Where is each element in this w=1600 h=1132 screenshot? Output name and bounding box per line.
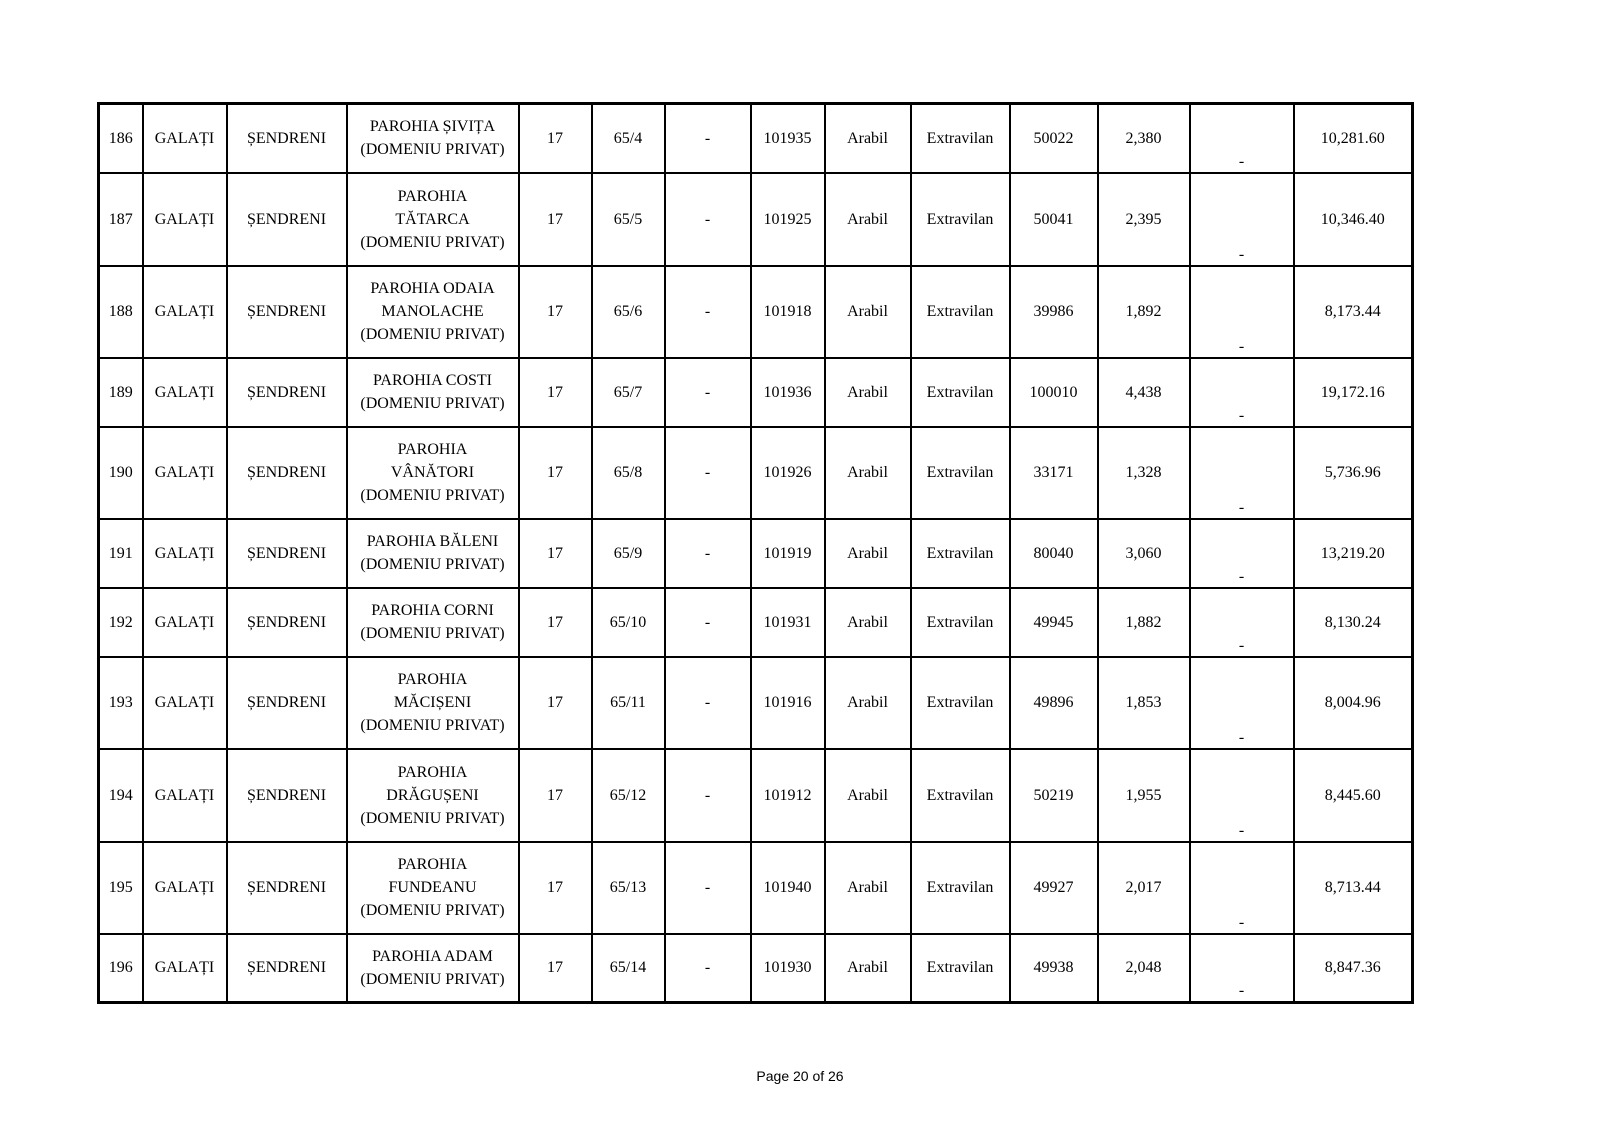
use-category-cell: Arabil [825,842,911,934]
zone-cell: Extravilan [911,934,1010,1003]
owner-line: DRĂGUȘENI [386,786,479,804]
cadastral-number-cell: 101936 [751,358,825,427]
area-cell: 50022 [1010,104,1098,173]
owner-line: FUNDEANU [388,879,477,896]
use-category-cell: Arabil [825,104,911,173]
dash-text: - [1238,152,1245,170]
owner-line: (DOMENIU PRIVAT) [360,717,505,734]
dash-text: - [1238,821,1245,839]
owner-line: PAROHIA ADAM [372,947,493,965]
use-category-cell: Arabil [825,934,911,1003]
use-category-cell: Arabil [825,657,911,749]
use-category-cell: Arabil [825,519,911,588]
dash-text: - [1238,728,1245,746]
zone-cell: Extravilan [911,657,1010,749]
parcel-cell: 65/10 [592,588,665,657]
row-number-cell: 187 [99,173,143,266]
county-cell: GALAȚI [143,588,227,657]
dash-cell: - [665,104,751,173]
area-cell: 49938 [1010,934,1098,1003]
dash-secondary-cell [1190,842,1294,934]
total-cell: 13,219.20 [1294,519,1413,588]
dash-secondary-cell [1190,519,1294,588]
area-cell: 80040 [1010,519,1098,588]
table-row [99,173,1413,266]
tarla-cell: 17 [519,588,592,657]
area-cell: 100010 [1010,358,1098,427]
owner-line: PAROHIA [397,671,468,688]
dash-cell: - [665,519,751,588]
table-row [99,104,1413,173]
county-cell: GALAȚI [143,427,227,519]
locality-cell: ȘENDRENI [227,519,347,588]
cadastral-number-cell: 101912 [751,749,825,842]
owner-line: PAROHIA [397,763,468,781]
total-cell: 8,847.36 [1294,934,1413,1003]
cadastral-number-cell: 101930 [751,934,825,1003]
row-number-cell: 189 [99,358,143,427]
dash-secondary-cell [1190,173,1294,266]
tarla-cell: 17 [519,358,592,427]
owner-line: (DOMENIU PRIVAT) [360,556,505,573]
county-cell: GALAȚI [143,934,227,1003]
dash-cell: - [665,657,751,749]
owner-line: (DOMENIU PRIVAT) [360,625,505,642]
owner-cell [347,588,519,657]
dash-secondary-cell [1190,749,1294,842]
zone-cell: Extravilan [911,266,1010,358]
locality-cell: ȘENDRENI [227,934,347,1003]
row-number-cell: 195 [99,842,143,934]
locality-cell: ȘENDRENI [227,173,347,266]
owner-cell [347,749,519,842]
row-number-cell: 191 [99,519,143,588]
total-cell: 8,173.44 [1294,266,1413,358]
tarla-cell: 17 [519,934,592,1003]
cadastral-number-cell: 101916 [751,657,825,749]
cadastral-number-cell: 101940 [751,842,825,934]
value-cell: 1,328 [1098,427,1190,519]
dash-cell: - [665,934,751,1003]
dash-text: - [1238,636,1245,654]
dash-text: - [1238,337,1245,355]
owner-cell [347,657,519,749]
dash-secondary-cell [1190,657,1294,749]
county-cell: GALAȚI [143,519,227,588]
parcel-cell: 65/12 [592,749,665,842]
locality-cell: ȘENDRENI [227,266,347,358]
total-cell: 19,172.16 [1294,358,1413,427]
locality-cell: ȘENDRENI [227,427,347,519]
dash-text: - [1238,406,1245,424]
owner-line: (DOMENIU PRIVAT) [360,395,505,412]
total-cell: 8,130.24 [1294,588,1413,657]
use-category-cell: Arabil [825,266,911,358]
value-cell: 1,892 [1098,266,1190,358]
owner-line: PAROHIA ODAIA [370,280,495,297]
cadastral-number-cell: 101926 [751,427,825,519]
locality-cell: ȘENDRENI [227,104,347,173]
tarla-cell: 17 [519,842,592,934]
owner-line: PAROHIA BĂLENI [366,533,499,550]
value-cell: 2,048 [1098,934,1190,1003]
cadastral-number-cell: 101919 [751,519,825,588]
county-cell: GALAȚI [143,104,227,173]
zone-cell: Extravilan [911,749,1010,842]
dash-secondary-cell [1190,934,1294,1003]
dash-text: - [1238,567,1245,585]
value-cell: 1,853 [1098,657,1190,749]
parcel-cell: 65/5 [592,173,665,266]
owner-line: PAROHIA COSTI [373,372,492,389]
dash-cell: - [665,358,751,427]
cadastral-number-cell: 101918 [751,266,825,358]
area-cell: 39986 [1010,266,1098,358]
table-row [99,749,1413,842]
total-cell: 8,004.96 [1294,657,1413,749]
use-category-cell: Arabil [825,588,911,657]
zone-cell: Extravilan [911,358,1010,427]
use-category-cell: Arabil [825,173,911,266]
parcel-cell: 65/13 [592,842,665,934]
dash-cell: - [665,427,751,519]
owner-line: PAROHIA ȘIVIȚA [369,118,496,136]
county-cell: GALAȚI [143,266,227,358]
owner-line: PAROHIA [397,856,468,873]
parcel-cell: 65/7 [592,358,665,427]
zone-cell: Extravilan [911,104,1010,173]
owner-line: PAROHIA CORNI [371,602,494,619]
dash-cell: - [665,842,751,934]
total-cell: 8,445.60 [1294,749,1413,842]
value-cell: 2,380 [1098,104,1190,173]
owner-cell [347,358,519,427]
table-row [99,519,1413,588]
tarla-cell: 17 [519,104,592,173]
tarla-cell: 17 [519,427,592,519]
owner-cell [347,842,519,934]
owner-line: MANOLACHE [381,303,484,320]
row-number-cell: 190 [99,427,143,519]
owner-cell [347,519,519,588]
parcel-cell: 65/9 [592,519,665,588]
owner-cell [347,104,519,173]
row-number-cell: 196 [99,934,143,1003]
total-cell: 8,713.44 [1294,842,1413,934]
county-cell: GALAȚI [143,842,227,934]
parcel-cell: 65/6 [592,266,665,358]
tarla-cell: 17 [519,657,592,749]
zone-cell: Extravilan [911,173,1010,266]
value-cell: 4,438 [1098,358,1190,427]
owner-line: (DOMENIU PRIVAT) [360,970,505,988]
owner-line: (DOMENIU PRIVAT) [360,233,505,251]
owner-cell [347,266,519,358]
owner-line: (DOMENIU PRIVAT) [360,141,505,159]
dash-cell: - [665,173,751,266]
value-cell: 2,017 [1098,842,1190,934]
dash-secondary-cell [1190,427,1294,519]
use-category-cell: Arabil [825,427,911,519]
value-cell: 1,955 [1098,749,1190,842]
row-number-cell: 192 [99,588,143,657]
use-category-cell: Arabil [825,749,911,842]
dash-text: - [1238,982,1245,999]
county-cell: GALAȚI [143,749,227,842]
table-row [99,266,1413,358]
owner-line: (DOMENIU PRIVAT) [360,326,505,343]
table-row [99,358,1413,427]
zone-cell: Extravilan [911,519,1010,588]
locality-cell: ȘENDRENI [227,657,347,749]
total-cell: 10,346.40 [1294,173,1413,266]
dash-secondary-cell [1190,358,1294,427]
value-cell: 1,882 [1098,588,1190,657]
owner-line: VÂNĂTORI [390,464,475,481]
dash-cell: - [665,266,751,358]
parcel-cell: 65/11 [592,657,665,749]
area-cell: 49945 [1010,588,1098,657]
dash-cell: - [665,749,751,842]
tarla-cell: 17 [519,266,592,358]
zone-cell: Extravilan [911,842,1010,934]
row-number-cell: 186 [99,104,143,173]
row-number-cell: 193 [99,657,143,749]
tarla-cell: 17 [519,519,592,588]
dash-text: - [1238,913,1245,931]
area-cell: 33171 [1010,427,1098,519]
land-registry-table [97,102,1414,1004]
parcel-cell: 65/14 [592,934,665,1003]
value-cell: 2,395 [1098,173,1190,266]
table-row [99,934,1413,1003]
locality-cell: ȘENDRENI [227,588,347,657]
value-cell: 3,060 [1098,519,1190,588]
dash-text: - [1238,498,1245,516]
table-row [99,427,1413,519]
owner-line: TĂTARCA [395,210,470,228]
dash-text: - [1238,245,1245,263]
table-row [99,657,1413,749]
table-row [99,842,1413,934]
county-cell: GALAȚI [143,358,227,427]
owner-line: (DOMENIU PRIVAT) [360,902,505,919]
page-footer: Page 20 of 26 [756,1068,844,1084]
owner-line: (DOMENIU PRIVAT) [360,809,505,827]
use-category-cell: Arabil [825,358,911,427]
county-cell: GALAȚI [143,657,227,749]
parcel-cell: 65/4 [592,104,665,173]
owner-line: PAROHIA [397,187,468,205]
row-number-cell: 194 [99,749,143,842]
owner-line: (DOMENIU PRIVAT) [360,487,505,504]
dash-secondary-cell [1190,104,1294,173]
cadastral-number-cell: 101925 [751,173,825,266]
total-cell: 5,736.96 [1294,427,1413,519]
locality-cell: ȘENDRENI [227,842,347,934]
tarla-cell: 17 [519,749,592,842]
owner-line: MĂCIȘENI [393,694,472,711]
area-cell: 50041 [1010,173,1098,266]
table-row [99,588,1413,657]
locality-cell: ȘENDRENI [227,749,347,842]
zone-cell: Extravilan [911,427,1010,519]
dash-secondary-cell [1190,588,1294,657]
parcel-cell: 65/8 [592,427,665,519]
owner-cell [347,427,519,519]
dash-cell: - [665,588,751,657]
table-body [99,104,1413,1003]
county-cell: GALAȚI [143,173,227,266]
locality-cell: ȘENDRENI [227,358,347,427]
owner-cell [347,173,519,266]
owner-cell [347,934,519,1003]
zone-cell: Extravilan [911,588,1010,657]
owner-line: PAROHIA [397,441,468,458]
cadastral-number-cell: 101935 [751,104,825,173]
dash-secondary-cell [1190,266,1294,358]
area-cell: 50219 [1010,749,1098,842]
cadastral-number-cell: 101931 [751,588,825,657]
row-number-cell: 188 [99,266,143,358]
total-cell: 10,281.60 [1294,104,1413,173]
area-cell: 49927 [1010,842,1098,934]
tarla-cell: 17 [519,173,592,266]
area-cell: 49896 [1010,657,1098,749]
